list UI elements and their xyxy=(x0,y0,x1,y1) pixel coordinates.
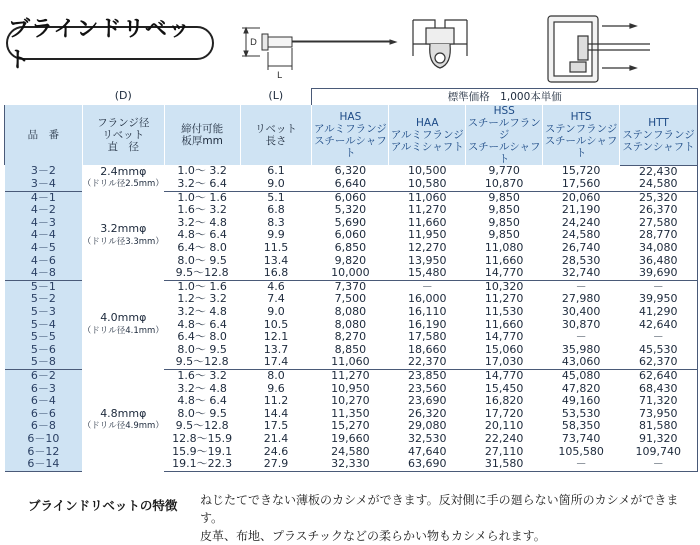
price-cell: 62,370 xyxy=(620,356,698,369)
rivet-length: 24.6 xyxy=(263,444,289,458)
rivet-length: 13.4 xyxy=(263,253,289,267)
price-cell: 11,660 xyxy=(484,317,524,331)
price-cell: 7,370 xyxy=(334,279,367,293)
price-cell: 6,640 xyxy=(312,178,389,191)
rivet-length: 9.9 xyxy=(267,228,285,242)
rivet-length: 11.5 xyxy=(263,241,289,255)
rivet-section-drawing xyxy=(413,20,467,68)
rivet-length: 17.5 xyxy=(263,419,289,433)
price-cell: 19,660 xyxy=(331,431,370,445)
part-code: 3－4 xyxy=(5,178,83,191)
grip-range: 9.5～12.8 xyxy=(175,419,229,433)
rivet-length: 5.1 xyxy=(267,190,285,204)
header-series-haa: HAA アルミフランジ アルミシャフト xyxy=(389,105,466,165)
table-body xyxy=(5,165,698,471)
paren-d: (D) xyxy=(114,89,132,103)
price-cell: 31,580 xyxy=(466,458,543,471)
rivet-length: 12.1 xyxy=(263,330,289,344)
price-cell: 91,320 xyxy=(620,433,698,446)
rivet-dimension-drawing xyxy=(242,28,396,70)
rivet-length: 9.0 xyxy=(240,178,312,191)
price-cell: 45,080 xyxy=(561,369,601,382)
header-flange: フランジ径 リベット 直 径 xyxy=(82,105,164,165)
price-cell: 6,060 xyxy=(334,190,367,204)
price-cell: 16,820 xyxy=(484,394,524,408)
price-table xyxy=(4,88,698,472)
part-code: 6－6 xyxy=(5,408,83,421)
price-cell: 11,950 xyxy=(408,228,447,242)
price-cell: 11,270 xyxy=(484,292,524,306)
price-cell: 18,660 xyxy=(408,342,447,356)
part-code: 5－4 xyxy=(5,319,83,332)
price-cell: 26,320 xyxy=(408,406,447,420)
grip-range: 4.8～ 6.4 xyxy=(177,228,227,242)
grip-range: 1.6～ 3.2 xyxy=(177,203,227,217)
price-cell: 11,660 xyxy=(408,215,447,229)
price-cell: 10,500 xyxy=(408,164,447,178)
price-cell: 6,320 xyxy=(334,164,367,178)
part-code: 4－6 xyxy=(5,255,83,268)
price-cell: 41,290 xyxy=(620,306,698,319)
part-code: 5－5 xyxy=(5,331,83,344)
part-code: 4－2 xyxy=(5,204,83,217)
price-cell: 11,270 xyxy=(408,203,447,217)
price-cell: 11,060 xyxy=(408,190,447,204)
grip-range: 4.8～ 6.4 xyxy=(177,317,227,331)
price-cell: 16,190 xyxy=(408,317,447,331)
price-cell: 9,850 xyxy=(488,203,520,217)
features-line-1: ねじたてできない薄板のカシメができます。反対側に手の廻らない箇所のカシメができます。 xyxy=(200,493,679,525)
price-cell: 45,530 xyxy=(620,344,698,357)
price-cell: 29,080 xyxy=(408,419,447,433)
part-code: 4－3 xyxy=(5,217,83,230)
price-cell: 105,580 xyxy=(558,444,604,458)
header-series-hss: HSS スチールフランジ スチールシャフト xyxy=(467,105,541,165)
page-title: ブラインドリベット xyxy=(6,26,214,60)
price-cell: 10,580 xyxy=(389,178,466,191)
rivet-length: 21.4 xyxy=(263,431,289,445)
part-code: 6－12 xyxy=(5,446,83,459)
price-cell: 28,770 xyxy=(620,229,698,242)
rivet-length: 4.6 xyxy=(267,279,285,293)
price-cell: 22,370 xyxy=(389,356,466,369)
price-cell: 16,110 xyxy=(408,305,447,319)
price-cell: 32,740 xyxy=(543,267,620,280)
header-series-htt: HTT ステンフランジ ステンシャフト xyxy=(620,105,698,165)
price-cell: 109,740 xyxy=(620,446,698,459)
price-cell: 73,740 xyxy=(561,431,601,445)
price-cell: 17,560 xyxy=(543,178,620,191)
price-cell: 23,850 xyxy=(408,369,447,382)
price-cell: 12,270 xyxy=(408,241,447,255)
part-code: 6－2 xyxy=(5,370,83,383)
price-cell: 34,080 xyxy=(620,242,698,255)
price-cell: 21,190 xyxy=(561,203,601,217)
grip-range: 3.2～ 4.8 xyxy=(177,381,227,395)
price-cell: 22,430 xyxy=(620,165,698,178)
price-cell: 15,450 xyxy=(484,381,524,395)
price-cell: 9,850 xyxy=(488,228,520,242)
rivet-length: 16.8 xyxy=(240,267,312,280)
features-title: ブラインドリベットの特徴 xyxy=(28,498,178,513)
rivet-diameter: 2.4mmφ （ドリル径2.5mm） xyxy=(82,164,164,190)
header-grip: 締付可能 板厚mm xyxy=(164,105,240,165)
price-cell: 39,690 xyxy=(620,267,698,280)
price-cell: － xyxy=(575,330,587,344)
grip-range: 3.2～ 4.8 xyxy=(177,215,227,229)
header-series-hts: HTS ステンフランジ スチールシャフト xyxy=(543,105,620,165)
part-code: 6－4 xyxy=(5,395,83,408)
rivet-diagrams xyxy=(230,6,700,98)
price-cell: 47,820 xyxy=(561,381,601,395)
rivet-length: 8.0 xyxy=(267,369,285,382)
price-cell: 36,480 xyxy=(620,255,698,268)
rivet-length: 13.7 xyxy=(263,342,289,356)
grip-range: 1.0～ 3.2 xyxy=(177,164,227,178)
price-cell: 63,690 xyxy=(389,458,466,471)
price-cell: 10,270 xyxy=(331,394,370,408)
price-cell: 62,640 xyxy=(620,370,698,383)
price-cell: － xyxy=(575,279,587,293)
price-cell: 16,000 xyxy=(408,292,447,306)
part-code: 5－3 xyxy=(5,306,83,319)
price-cell: 25,320 xyxy=(620,191,698,204)
part-code: 6－14 xyxy=(5,458,83,471)
price-cell: 22,240 xyxy=(484,431,524,445)
price-cell: 20,110 xyxy=(484,419,524,433)
price-cell: 81,580 xyxy=(620,420,698,433)
rivet-length: 10.5 xyxy=(263,317,289,331)
header-series-has: HAS アルミフランジ スチールシャフト xyxy=(312,105,389,165)
price-cell: 27,980 xyxy=(561,292,601,306)
part-code: 4－4 xyxy=(5,229,83,242)
grip-range: 4.8～ 6.4 xyxy=(177,394,227,408)
grip-range: 1.2～ 3.2 xyxy=(177,292,227,306)
price-cell: 7,500 xyxy=(334,292,367,306)
rivet-length: 14.4 xyxy=(263,406,289,420)
price-cell: 24,580 xyxy=(331,444,370,458)
rivet-length: 9.6 xyxy=(267,381,285,395)
grip-range: 1.0～ 1.6 xyxy=(177,279,227,293)
rivet-diameter: 4.8mmφ （ドリル径4.9mm） xyxy=(82,406,164,432)
rivet-length: 9.0 xyxy=(267,305,285,319)
price-cell: 8,850 xyxy=(334,342,367,356)
price-cell: 9,850 xyxy=(488,190,520,204)
rivet-length: 27.9 xyxy=(240,458,312,471)
rivet-length: 11.2 xyxy=(263,394,289,408)
price-cell: 39,950 xyxy=(620,293,698,306)
price-cell: 15,060 xyxy=(484,342,524,356)
rivet-length: 8.3 xyxy=(267,215,285,229)
part-code: 6－3 xyxy=(5,383,83,396)
price-cell: 8,270 xyxy=(334,330,367,344)
grip-range: 8.0～ 9.5 xyxy=(177,253,227,267)
price-cell: 68,430 xyxy=(620,383,698,396)
price-cell: 11,350 xyxy=(331,406,370,420)
price-cell: 15,720 xyxy=(561,164,601,178)
price-cell: 11,060 xyxy=(312,356,389,369)
price-cell: 10,320 xyxy=(484,279,524,293)
price-cell: 14,770 xyxy=(484,330,524,344)
price-cell: 6,850 xyxy=(334,241,367,255)
price-cell: 11,270 xyxy=(331,369,370,382)
grip-range: 1.6～ 3.2 xyxy=(177,369,227,382)
rivet-length: 17.4 xyxy=(240,356,312,369)
paren-l: (L) xyxy=(268,89,284,103)
part-code: 5－2 xyxy=(5,293,83,306)
rivet-length: 7.4 xyxy=(267,292,285,306)
grip-range: 3.2～ 4.8 xyxy=(177,305,227,319)
header-length: リベット 長さ xyxy=(240,105,312,165)
grip-range: 8.0～ 9.5 xyxy=(177,406,227,420)
grip-range: 6.4～ 8.0 xyxy=(177,330,227,344)
part-code: 3－2 xyxy=(5,165,83,178)
features-line-2: 皮革、布地、プラスチックなどの柔らかい物もカシメられます。 xyxy=(200,529,546,543)
price-cell: 26,370 xyxy=(620,204,698,217)
rivet-length: 6.8 xyxy=(267,203,285,217)
price-cell: 23,560 xyxy=(408,381,447,395)
price-cell: 42,640 xyxy=(620,319,698,332)
price-cell: 24,580 xyxy=(620,178,698,191)
price-cell: 47,640 xyxy=(408,444,447,458)
grip-range: 3.2～ 6.4 xyxy=(164,178,240,191)
features-text xyxy=(200,491,695,545)
price-cell: 11,660 xyxy=(484,253,524,267)
grip-range: 1.0～ 1.6 xyxy=(177,190,227,204)
price-cell: － xyxy=(620,458,698,471)
rivet-diameter: 4.0mmφ （ドリル径4.1mm） xyxy=(82,311,164,336)
price-cell: 5,320 xyxy=(334,203,367,217)
price-cell: － xyxy=(543,458,620,471)
price-cell: 30,400 xyxy=(561,305,601,319)
price-cell: 10,870 xyxy=(466,178,543,191)
part-code: 5－1 xyxy=(5,280,83,293)
rivet-diameter: 3.2mmφ （ドリル径3.3mm） xyxy=(82,222,164,247)
price-cell: 11,530 xyxy=(484,305,524,319)
part-code: 4－5 xyxy=(5,242,83,255)
part-code: 4－1 xyxy=(5,191,83,204)
price-cell: 49,160 xyxy=(561,394,601,408)
price-cell: 17,030 xyxy=(466,356,543,369)
price-cell: 32,530 xyxy=(408,431,447,445)
setting-drawing xyxy=(548,16,650,82)
part-code: 6－10 xyxy=(5,433,83,446)
part-code: 4－8 xyxy=(5,267,83,280)
grip-range: 9.5～12.8 xyxy=(164,267,240,280)
grip-range: 9.5～12.8 xyxy=(164,356,240,369)
price-cell: 27,110 xyxy=(484,444,524,458)
price-cell: 5,690 xyxy=(334,215,367,229)
part-code: 5－8 xyxy=(5,356,83,369)
price-cell: 30,870 xyxy=(561,317,601,331)
price-cell: 9,770 xyxy=(488,164,520,178)
price-cell: － xyxy=(620,331,698,344)
price-cell: 43,060 xyxy=(543,356,620,369)
price-cell: 9,820 xyxy=(334,253,367,267)
price-cell: － xyxy=(620,280,698,293)
price-cell: 8,080 xyxy=(334,317,367,331)
price-cell: 26,740 xyxy=(561,241,601,255)
price-cell: 32,330 xyxy=(312,458,389,471)
grip-range: 8.0～ 9.5 xyxy=(177,342,227,356)
dim-l-label: L xyxy=(277,71,283,81)
price-cell: 10,000 xyxy=(312,267,389,280)
grip-range: 12.8～15.9 xyxy=(172,431,233,445)
price-cell: 20,060 xyxy=(561,190,601,204)
price-cell: － xyxy=(421,279,433,293)
price-cell: 23,690 xyxy=(408,394,447,408)
price-cell: 13,950 xyxy=(408,253,447,267)
price-cell: 17,720 xyxy=(484,406,524,420)
price-cell: 8,080 xyxy=(334,305,367,319)
std-price-label: 標準価格 1,000本単価 xyxy=(312,89,698,106)
part-code: 6－8 xyxy=(5,420,83,433)
price-cell: 14,770 xyxy=(484,369,524,382)
price-cell: 27,580 xyxy=(620,217,698,230)
price-cell: 71,320 xyxy=(620,395,698,408)
price-cell: 35,980 xyxy=(561,342,601,356)
price-cell: 14,770 xyxy=(466,267,543,280)
price-cell: 10,950 xyxy=(331,381,370,395)
grip-range: 19.1～22.3 xyxy=(164,458,240,471)
price-cell: 24,580 xyxy=(561,228,601,242)
dim-d-label: D xyxy=(250,38,257,48)
grip-range: 15.9～19.1 xyxy=(172,444,233,458)
rivet-length: 6.1 xyxy=(267,164,285,178)
price-cell: 6,060 xyxy=(334,228,367,242)
table-row xyxy=(5,370,698,383)
part-code: 5－6 xyxy=(5,344,83,357)
price-cell: 28,530 xyxy=(561,253,601,267)
price-cell: 15,480 xyxy=(389,267,466,280)
price-cell: 15,270 xyxy=(331,419,370,433)
price-cell: 53,530 xyxy=(561,406,601,420)
price-cell: 58,350 xyxy=(561,419,601,433)
grip-range: 6.4～ 8.0 xyxy=(177,241,227,255)
price-cell: 17,580 xyxy=(408,330,447,344)
price-cell: 9,850 xyxy=(488,215,520,229)
price-cell: 24,240 xyxy=(561,215,601,229)
price-cell: 73,950 xyxy=(620,408,698,421)
header-code: 品 番 xyxy=(5,105,83,165)
price-cell: 11,080 xyxy=(484,241,524,255)
